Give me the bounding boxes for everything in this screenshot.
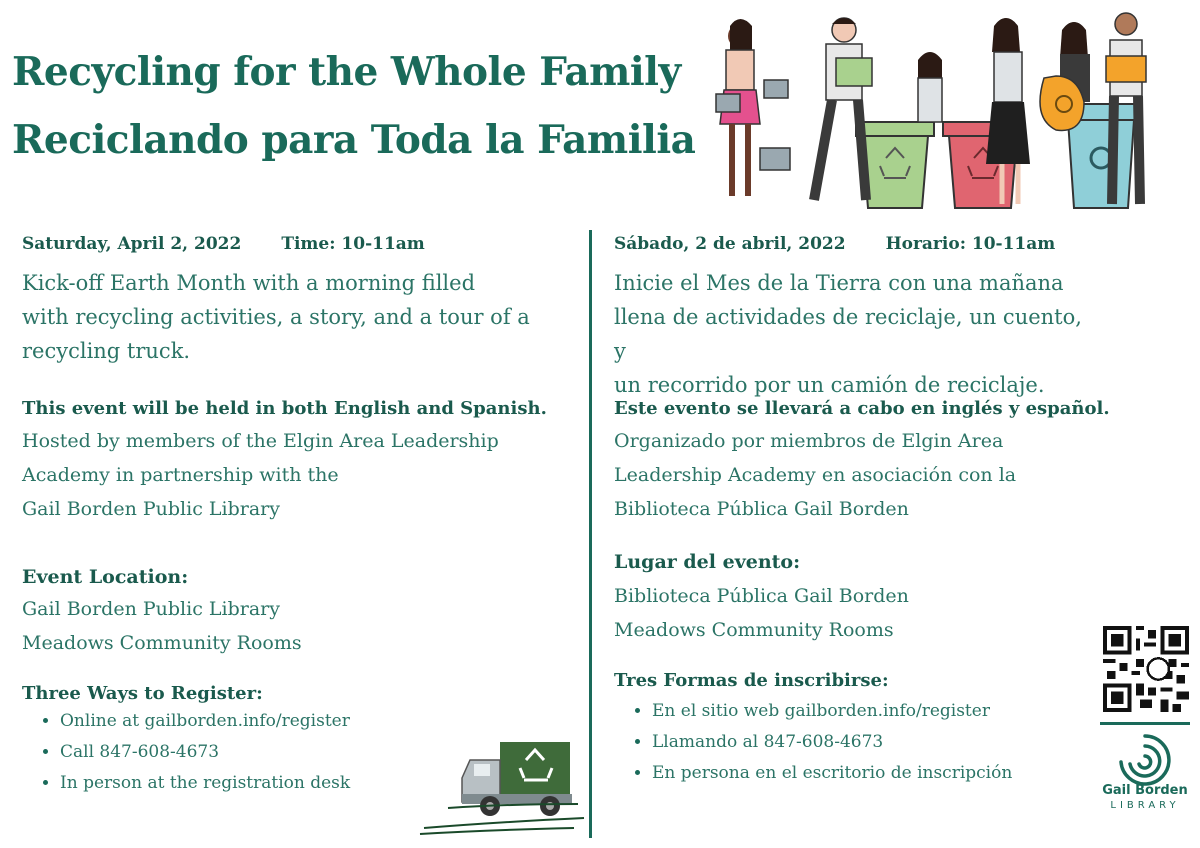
date-time-line bbox=[22, 234, 425, 254]
description-line: llena de actividades de reciclaje, un cuento, y bbox=[614, 305, 1082, 363]
library-sub: LIBRARY bbox=[1110, 800, 1180, 811]
title-english: Recycling for the Whole Family bbox=[12, 49, 681, 95]
date-time-line bbox=[614, 234, 1055, 254]
bilingual-note: Este evento se llevará a cabo en inglés y español. bbox=[614, 398, 1110, 419]
hosted-line: Biblioteca Pública Gail Borden bbox=[614, 498, 909, 520]
location-heading: Event Location: bbox=[22, 566, 189, 588]
person-man-box-icon bbox=[814, 18, 872, 200]
register-item-online: • En el sitio web gailborden.info/register bbox=[652, 696, 1012, 727]
location-details bbox=[614, 579, 909, 647]
person-woman-pink-icon bbox=[716, 19, 790, 196]
register-heading: Three Ways to Register: bbox=[22, 683, 263, 704]
register-item-call: • Call 847-608-4673 bbox=[60, 737, 350, 768]
location-line: Meadows Community Rooms bbox=[614, 619, 894, 641]
person-girl-icon bbox=[918, 52, 942, 122]
register-heading: Tres Formas de inscribirse: bbox=[614, 670, 889, 691]
location-details bbox=[22, 592, 302, 660]
logo-divider bbox=[1100, 722, 1190, 725]
register-item-call: • Llamando al 847-608-4673 bbox=[652, 727, 1012, 758]
description-line: Inicie el Mes de la Tierra con una mañana bbox=[614, 271, 1064, 295]
description-line: recycling truck. bbox=[22, 339, 191, 363]
register-list bbox=[614, 696, 1012, 789]
register-list bbox=[22, 706, 350, 799]
hosted-line: Gail Borden Public Library bbox=[22, 498, 280, 520]
bilingual-note: This event will be held in both English and Spanish. bbox=[22, 398, 547, 419]
hosted-line: Organizado por miembros de Elgin Area bbox=[614, 430, 1004, 452]
description-line: Kick-off Earth Month with a morning filled bbox=[22, 271, 476, 295]
title-spanish: Reciclando para Toda la Familia bbox=[12, 117, 696, 163]
hosted-line: Academy in partnership with the bbox=[22, 464, 339, 486]
library-name: Gail Borden bbox=[1102, 783, 1188, 798]
column-divider bbox=[589, 230, 592, 838]
event-date: Sábado, 2 de abril, 2022 bbox=[614, 234, 846, 254]
event-description bbox=[614, 266, 1094, 402]
hosted-by bbox=[22, 424, 499, 526]
hosted-line: Leadership Academy en asociación con la bbox=[614, 464, 1017, 486]
register-item-in-person: • In person at the registration desk bbox=[60, 768, 350, 799]
event-description bbox=[22, 266, 530, 368]
description-line: with recycling activities, a story, and a tour of a bbox=[22, 305, 530, 329]
location-line: Meadows Community Rooms bbox=[22, 632, 302, 654]
description-line: un recorrido por un camión de reciclaje. bbox=[614, 373, 1045, 397]
hosted-line: Hosted by members of the Elgin Area Leadership bbox=[22, 430, 499, 452]
location-line: Gail Borden Public Library bbox=[22, 598, 280, 620]
register-item-online: • Online at gailborden.info/register bbox=[60, 706, 350, 737]
person-woman-orange-bag-icon bbox=[1040, 22, 1090, 130]
hosted-by bbox=[614, 424, 1016, 526]
location-line: Biblioteca Pública Gail Borden bbox=[614, 585, 909, 607]
register-item-in-person: • En persona en el escritorio de inscripción bbox=[652, 758, 1012, 789]
qr-code[interactable] bbox=[1103, 626, 1189, 712]
event-time: Time: 10-11am bbox=[281, 234, 425, 254]
recycling-truck-icon bbox=[418, 738, 588, 836]
location-heading: Lugar del evento: bbox=[614, 551, 801, 573]
event-time: Horario: 10-11am bbox=[885, 234, 1056, 254]
event-date: Saturday, April 2, 2022 bbox=[22, 234, 242, 254]
family-recycling-illustration bbox=[708, 8, 1148, 213]
